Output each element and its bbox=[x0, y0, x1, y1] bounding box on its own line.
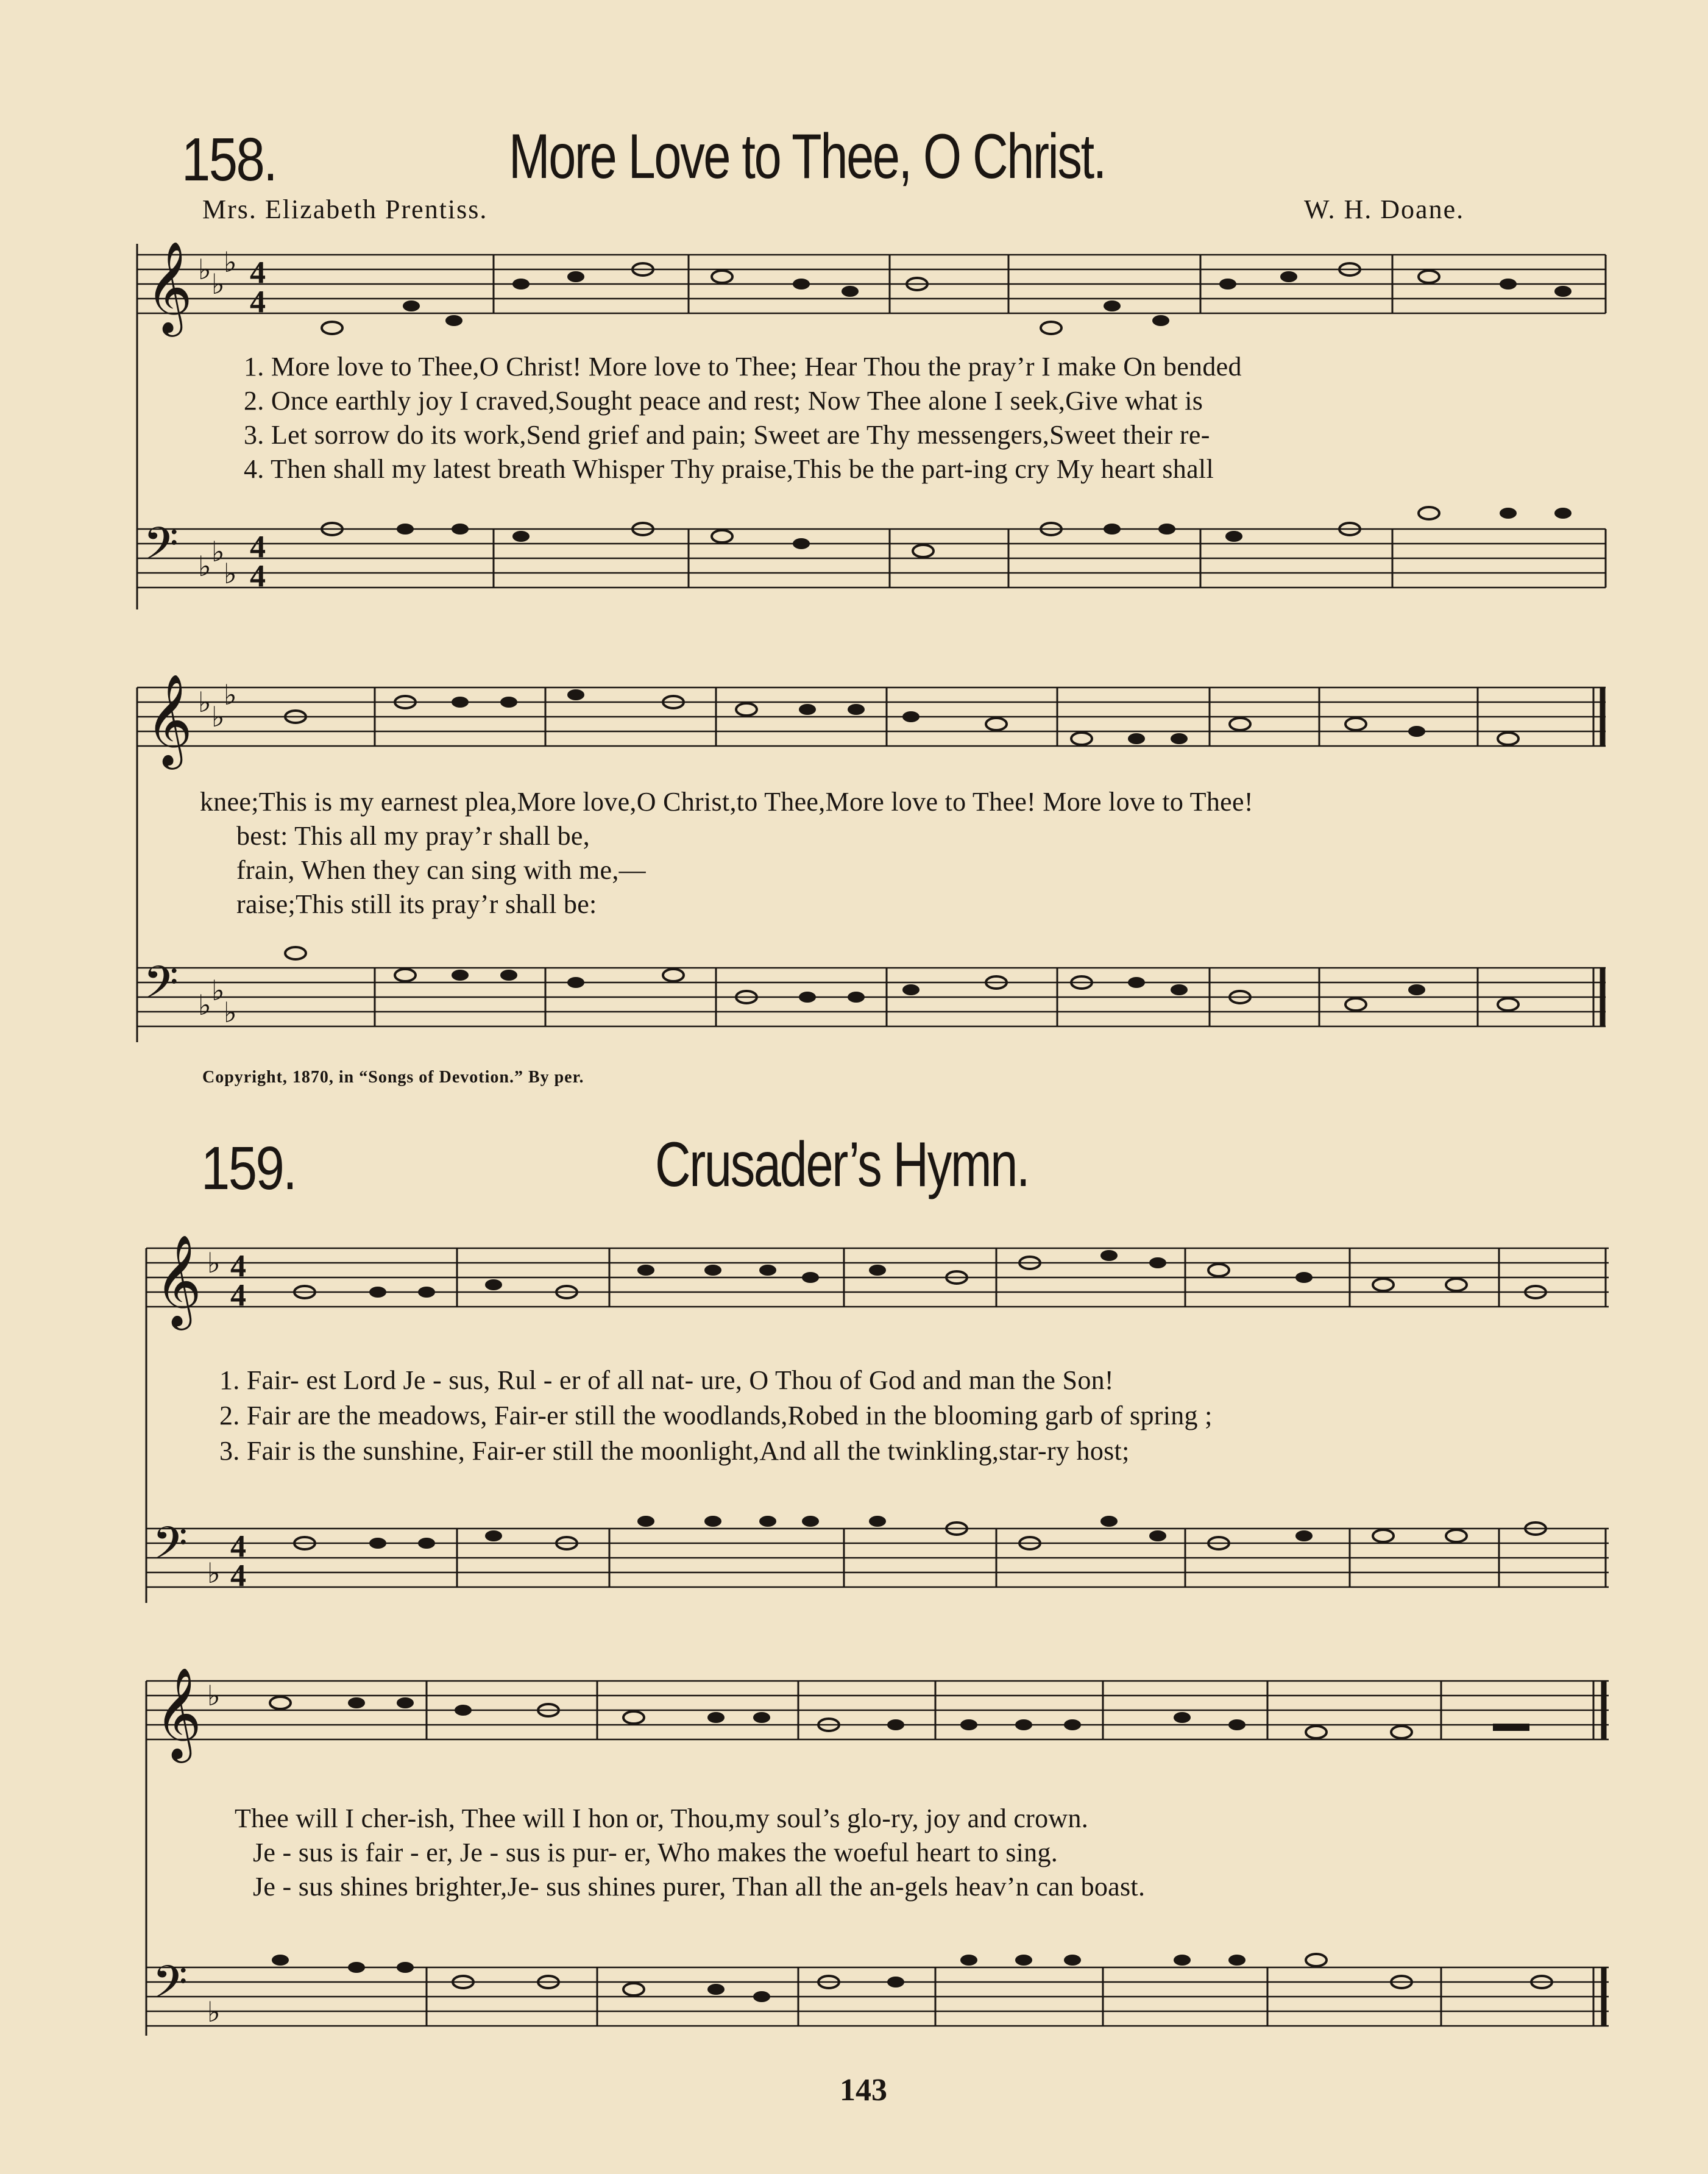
hymn-number: 159. bbox=[201, 1134, 296, 1202]
music-staff-bass bbox=[137, 518, 1606, 609]
verse-line: best: This all my pray’r shall be, bbox=[236, 821, 590, 851]
verse-block bbox=[219, 1363, 1213, 1469]
svg-text:4: 4 bbox=[230, 1558, 246, 1593]
svg-text:𝄢: 𝄢 bbox=[143, 956, 179, 1020]
page-number: 143 bbox=[840, 2073, 887, 2108]
svg-text:♭: ♭ bbox=[207, 1246, 221, 1279]
svg-text:4: 4 bbox=[250, 530, 266, 564]
svg-text:♭: ♭ bbox=[224, 996, 237, 1029]
svg-text:4: 4 bbox=[230, 1278, 246, 1313]
svg-text:♭: ♭ bbox=[198, 686, 211, 719]
verse-line: Je - sus is fair - er, Je - sus is pur- er, Who makes the woeful heart to sing. bbox=[253, 1838, 1058, 1867]
svg-text:𝄞: 𝄞 bbox=[155, 1666, 202, 1759]
music-staff-treble bbox=[146, 1234, 1609, 1347]
svg-text:𝄞: 𝄞 bbox=[146, 240, 193, 333]
svg-text:𝄞: 𝄞 bbox=[146, 673, 193, 766]
verse-line: knee;This is my earnest plea,More love,O Christ,to Thee,More love to Thee! More love to Thee! bbox=[200, 787, 1253, 817]
music-staff-treble bbox=[146, 1666, 1609, 1767]
svg-text:𝄢: 𝄢 bbox=[152, 1517, 188, 1581]
verse-line: raise;This still its pray’r shall be: bbox=[236, 889, 597, 919]
svg-text:4: 4 bbox=[250, 255, 266, 290]
hymn-title: More Love to Thee, O Christ. bbox=[509, 121, 1105, 192]
copyright-note: Copyright, 1870, in “Songs of Devotion.” By per. bbox=[202, 1068, 584, 1087]
verse-block bbox=[235, 1802, 1145, 1904]
svg-text:♭: ♭ bbox=[207, 1679, 221, 1712]
svg-text:♭: ♭ bbox=[207, 1557, 221, 1590]
music-staff-treble bbox=[137, 240, 1606, 353]
svg-text:♭: ♭ bbox=[211, 268, 225, 300]
verse-line: 4. Then shall my latest breath Whisper Thy praise,This be the part-ing cry My heart shall bbox=[244, 454, 1214, 484]
verse-block bbox=[200, 785, 1253, 922]
svg-text:4: 4 bbox=[230, 1249, 246, 1284]
svg-text:♭: ♭ bbox=[207, 1995, 221, 2028]
music-staff-bass bbox=[146, 1956, 1609, 2048]
svg-text:4: 4 bbox=[250, 559, 266, 594]
music-staff-bass bbox=[146, 1518, 1609, 1609]
svg-text:♭: ♭ bbox=[224, 678, 237, 711]
verse-line: 1. Fair- est Lord Je - sus, Rul - er of all nat- ure, O Thou of God and man the Son! bbox=[219, 1365, 1114, 1395]
verse-line: 1. More love to Thee,O Christ! More love to Thee; Hear Thou the pray’r I make On bended bbox=[244, 352, 1242, 382]
hymn-number: 158. bbox=[182, 126, 277, 194]
svg-text:♭: ♭ bbox=[198, 253, 211, 286]
svg-text:♭: ♭ bbox=[211, 974, 225, 1007]
svg-text:♭: ♭ bbox=[211, 535, 225, 568]
hymn-title: Crusader’s Hymn. bbox=[655, 1129, 1029, 1200]
svg-text:4: 4 bbox=[250, 285, 266, 319]
author-credit: Mrs. Elizabeth Prentiss. bbox=[202, 194, 488, 224]
music-staff-bass bbox=[137, 957, 1606, 1048]
verse-line: 3. Fair is the sunshine, Fair-er still the moonlight,And all the twinkling,star-ry host; bbox=[219, 1436, 1130, 1466]
composer-credit: W. H. Doane. bbox=[1304, 194, 1465, 224]
svg-text:♭: ♭ bbox=[211, 700, 225, 733]
svg-text:𝄢: 𝄢 bbox=[152, 1956, 188, 2020]
svg-text:♭: ♭ bbox=[198, 989, 211, 1021]
verse-line: Je - sus shines brighter,Je- sus shines purer, Than all the an-gels heav’n can boast. bbox=[253, 1872, 1146, 1902]
svg-text:4: 4 bbox=[230, 1529, 246, 1564]
svg-text:♭: ♭ bbox=[224, 246, 237, 279]
verse-line: Thee will I cher-ish, Thee will I hon or, Thou,my soul’s glo-ry, joy and crown. bbox=[235, 1803, 1089, 1833]
svg-text:♭: ♭ bbox=[198, 550, 211, 583]
svg-text:𝄞: 𝄞 bbox=[155, 1234, 202, 1326]
verse-line: 2. Once earthly joy I craved,Sought peace and rest; Now Thee alone I seek,Give what is bbox=[244, 386, 1203, 416]
svg-text:𝄢: 𝄢 bbox=[143, 517, 179, 581]
music-staff-treble bbox=[137, 673, 1606, 768]
verse-line: frain, When they can sing with me,— bbox=[236, 855, 646, 885]
verse-line: 2. Fair are the meadows, Fair-er still the woodlands,Robed in the blooming garb of spring ; bbox=[219, 1401, 1213, 1430]
verse-block bbox=[244, 350, 1242, 486]
verse-line: 3. Let sorrow do its work,Send grief and pain; Sweet are Thy messengers,Sweet their re- bbox=[244, 420, 1210, 450]
svg-text:♭: ♭ bbox=[224, 557, 237, 590]
